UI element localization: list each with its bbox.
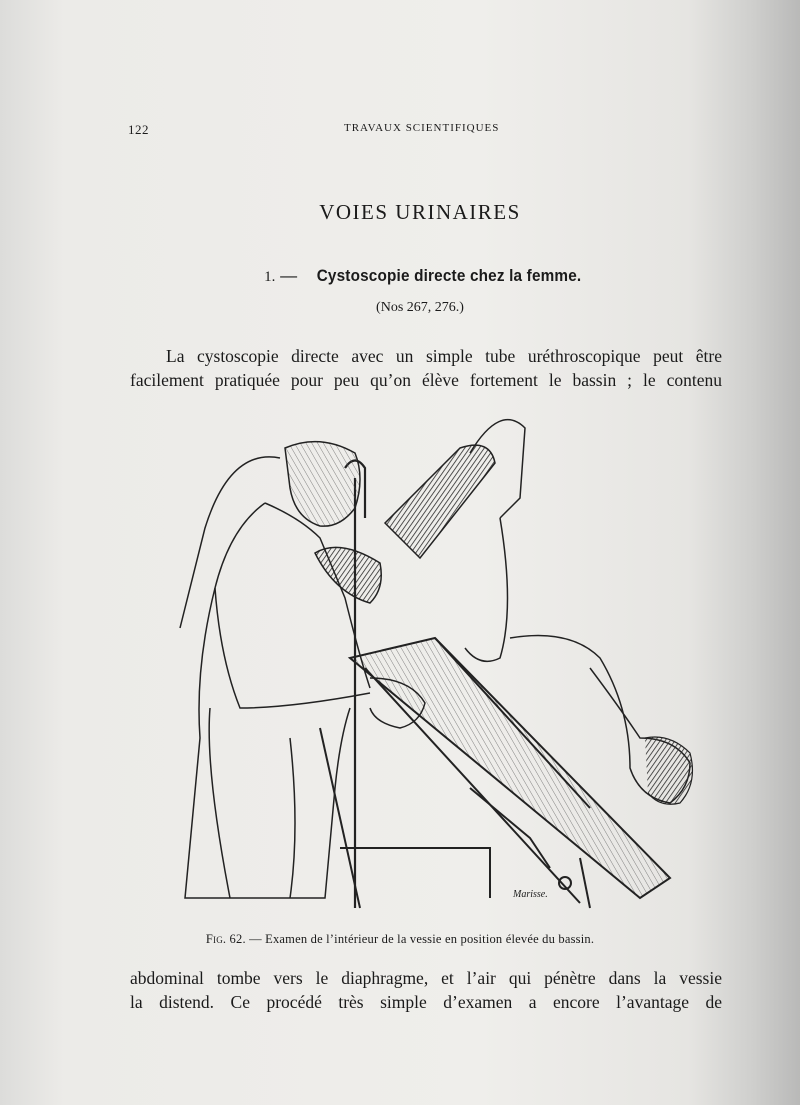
section-title: VOIES URINAIRES <box>319 200 521 224</box>
figure-illustration <box>170 408 710 918</box>
text-line: abdominal tombe vers le diaphragme, et l’air qui pénètre dans la vessie <box>130 968 722 988</box>
subsection-title: Cystoscopie directe chez la femme. <box>316 266 582 285</box>
illustrator-signature: Marisse. <box>513 889 548 900</box>
running-title: TRAVAUX SCIENTIFIQUES <box>344 122 500 134</box>
paragraph-after-figure <box>130 966 722 1014</box>
page-number: 122 <box>128 122 149 137</box>
figure-label: Fig. 62. <box>205 932 246 946</box>
figure-caption <box>0 932 800 947</box>
engraving-cystoscopy-exam <box>170 408 710 918</box>
basin <box>315 547 381 603</box>
subsection-heading <box>230 266 630 286</box>
figure-caption-text: — Examen de l’intérieur de la vessie en position élevée du bassin. <box>249 932 595 946</box>
subsection-number: 1. <box>264 269 276 285</box>
text-line: facilement pratiquée pour peu qu’on élève fortement le bassin ; le contenu <box>130 370 722 390</box>
paragraph-before-figure <box>130 344 722 392</box>
instrument-stand <box>345 461 365 909</box>
raised-leg <box>385 445 495 558</box>
text-line: la distend. Ce procédé très simple d’examen a encore l’avantage de <box>130 992 722 1012</box>
subsection-dash: — <box>280 266 298 285</box>
text-line: La cystoscopie directe avec un simple tube uréthroscopique peut être <box>166 346 722 366</box>
running-head <box>0 122 800 142</box>
reference-numbers: (Nos 267, 276.) <box>376 300 464 315</box>
